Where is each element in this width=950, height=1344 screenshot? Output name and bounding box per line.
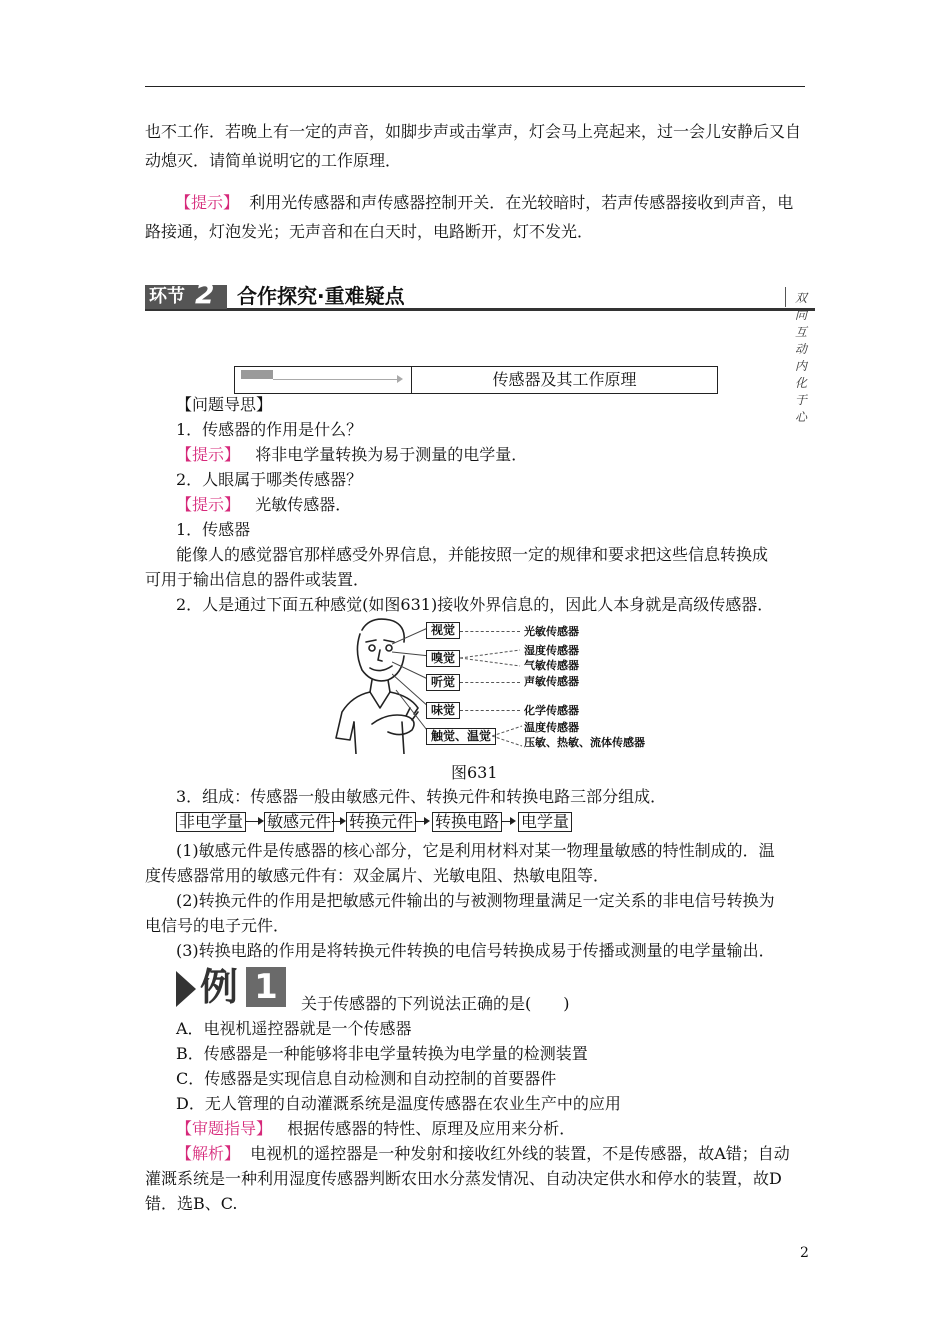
p1-line-1: 能像人的感觉器官那样感受外界信息，并能按照一定的规律和要求把这些信息转换成: [176, 545, 769, 564]
hint-text: 利用光传感器和声传感器控制开关．在光较暗时，若声传感器接收到声音，电: [249, 193, 794, 212]
chain-box-1: 非电学量: [176, 812, 246, 832]
intro-hint-line-2: 路接通，灯泡发光；无声音和在白天时，电路断开，灯不发光．: [145, 222, 594, 241]
s2-line-2: 电信号的电子元件．: [145, 916, 290, 935]
page-number: 2: [800, 1245, 809, 1261]
guide-tag: 【审题指导】: [176, 1119, 273, 1138]
arrow-right-icon: [510, 817, 516, 825]
sense-smell: 嗅觉: [426, 650, 460, 667]
label-sound-sensor: 声敏传感器: [524, 675, 579, 688]
guide-a1: [176, 445, 527, 465]
label-gas-sensor: 气敏传感器: [524, 659, 579, 672]
dash-taste: [460, 710, 520, 711]
chain-box-2: 敏感元件: [264, 812, 334, 832]
example-guide: [176, 1119, 575, 1139]
a1-tag: 【提示】: [176, 445, 241, 464]
answer-tag: 【解析】: [176, 1144, 241, 1163]
sense-hearing: 听觉: [426, 674, 460, 691]
chain-box-5: 电学量: [518, 812, 572, 832]
guide-a2: [176, 495, 351, 515]
a1-text: 将非电学量转换为易于测量的电学量．: [255, 445, 528, 464]
label-light-sensor: 光敏传感器: [524, 625, 579, 638]
section-tag-text: 环节: [149, 286, 185, 307]
label-chemical-sensor: 化学传感器: [524, 704, 579, 717]
s3: (3)转换电路的作用是将转换元件转换的电信号转换成易于传播或测量的电学量输出．: [176, 941, 775, 960]
a2-text: 光敏传感器．: [255, 495, 352, 514]
label-temperature-sensor: 温度传感器: [524, 721, 579, 734]
header-rule: [145, 86, 805, 87]
example-badge: [176, 965, 288, 1009]
example-number: 1: [246, 967, 286, 1007]
intro-line-1: 也不工作．若晚上有一定的声音，如脚步声或击掌声，灯会马上亮起来，过一会儿安静后又自: [145, 122, 802, 141]
section-title: 合作探究·重难疑点: [237, 284, 405, 308]
p1-title: 1．传感器: [176, 520, 251, 539]
a2-tag: 【提示】: [176, 495, 241, 514]
answer-line-3: 错．选B、C.: [145, 1194, 238, 1213]
guide-text: 根据传感器的特性、原理及应用来分析．: [287, 1119, 576, 1138]
dash-smell: [460, 646, 524, 672]
p3: 3．组成：传感器一般由敏感元件、转换元件和转换电路三部分组成．: [176, 787, 667, 806]
option-d: D．无人管理的自动灌溉系统是温度传感器在农业生产中的应用: [176, 1094, 621, 1113]
answer-text: 电视机的遥控器是一种发射和接收红外线的装置，不是传感器，故A错；自动: [250, 1144, 790, 1163]
example-question: 关于传感器的下列说法正确的是( ): [301, 994, 570, 1013]
option-b: B．传感器是一种能够将非电学量转换为电学量的检测装置: [176, 1044, 588, 1063]
topic-box: [234, 366, 718, 394]
hint-tag: 【提示】: [175, 193, 240, 212]
topic-title: 传感器及其工作原理: [492, 370, 637, 389]
arrow-right-icon: [397, 375, 403, 383]
figure-caption: 图631: [451, 763, 498, 782]
sense-taste: 味觉: [426, 702, 460, 719]
p1-line-2: 可用于输出信息的器件或装置．: [145, 570, 370, 589]
topic-box-left: [235, 367, 412, 393]
banner-divider: [785, 287, 786, 307]
section-tag: [145, 277, 227, 310]
chain-box-4: 转换电路: [432, 812, 502, 832]
dash-touch: [492, 722, 524, 750]
intro-hint: [175, 193, 793, 213]
guide-q1: 1．传感器的作用是什么？: [176, 420, 363, 439]
dash-hearing: [460, 682, 520, 683]
answer-line-2: 灌溉系统是一种利用湿度传感器判断农田水分蒸发情况、自动决定供水和停水的装置，故D: [145, 1169, 782, 1188]
sense-touch: 触觉、温觉: [426, 728, 496, 745]
section-tag-number: 2: [195, 277, 215, 310]
option-a: A．电视机遥控器就是一个传感器: [176, 1019, 412, 1038]
guide-q2: 2．人眼属于哪类传感器？: [176, 470, 363, 489]
s1-line-1: (1)敏感元件是传感器的核心部分，它是利用材料对某一物理量敏感的特性制成的．温: [176, 841, 775, 860]
s2-line-1: (2)转换元件的作用是把敏感元件输出的与被测物理量满足一定关系的非电信号转换为: [176, 891, 775, 910]
dash-vision: [460, 631, 520, 632]
sense-vision: 视觉: [426, 622, 460, 639]
topic-arrow-line: [273, 379, 399, 380]
intro-line-2: 动熄灭．请简单说明它的工作原理．: [145, 151, 402, 170]
label-pressure-sensor: 压敏、热敏、流体传感器: [524, 736, 645, 749]
topic-tag-graphic: [241, 370, 273, 379]
label-humidity-sensor: 湿度传感器: [524, 644, 579, 657]
p2: 2．人是通过下面五种感觉(如图631)接收外界信息的，因此人本身就是高级传感器．: [176, 595, 774, 614]
option-c: C．传感器是实现信息自动检测和自动控制的首要器件: [176, 1069, 557, 1088]
s1-line-2: 度传感器常用的敏感元件有：双金属片、光敏电阻、热敏电阻等．: [145, 866, 610, 885]
chain-box-3: 转换元件: [346, 812, 416, 832]
section-subtitle: 双向互动 内化于心: [795, 291, 809, 424]
answer-line-1: [176, 1144, 790, 1164]
figure-senses: [332, 612, 652, 754]
guide-heading: 【问题导思】: [176, 395, 273, 414]
arrow-right-icon: [424, 817, 430, 825]
play-triangle-icon: [176, 971, 196, 1007]
example-char: 例: [200, 965, 239, 1009]
